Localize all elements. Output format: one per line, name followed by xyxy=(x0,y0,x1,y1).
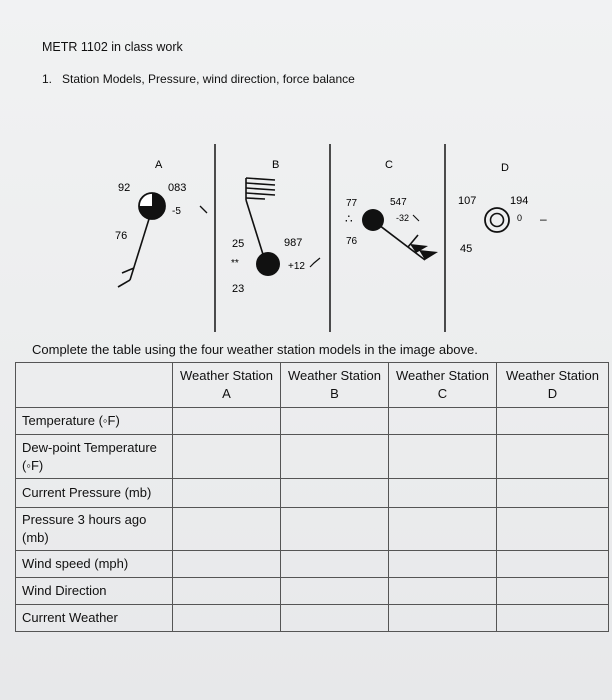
station-b-tendency: +12 xyxy=(288,261,305,272)
station-a-temperature: 92 xyxy=(118,182,131,194)
table-row xyxy=(16,578,609,605)
table-header-row xyxy=(16,363,609,408)
answer-cell[interactable] xyxy=(389,479,497,508)
answer-cell[interactable] xyxy=(173,408,281,435)
station-b-tendency-icon xyxy=(310,258,320,267)
station-b-cloud-cover-icon xyxy=(256,252,280,276)
answer-cell[interactable] xyxy=(173,508,281,551)
answer-cell[interactable] xyxy=(497,435,609,479)
station-d-label: D xyxy=(501,162,509,174)
answer-cell[interactable] xyxy=(173,435,281,479)
answer-cell[interactable] xyxy=(281,435,389,479)
answer-cell[interactable] xyxy=(281,408,389,435)
station-c-label: C xyxy=(385,159,393,171)
answer-cell[interactable] xyxy=(497,578,609,605)
station-d-calm-inner-icon xyxy=(491,214,504,227)
row-label-wind-direction: Wind Direction xyxy=(16,578,173,605)
answer-cell[interactable] xyxy=(497,508,609,551)
station-b-temperature: 25 xyxy=(232,238,245,250)
answer-cell[interactable] xyxy=(173,551,281,578)
answer-cell[interactable] xyxy=(389,435,497,479)
header-station-c: Weather Station C xyxy=(389,363,497,408)
answer-cell[interactable] xyxy=(497,605,609,632)
station-c-tendency: -32 xyxy=(396,213,410,223)
station-c-pressure: 547 xyxy=(390,197,407,208)
question-1 xyxy=(42,72,355,86)
answer-cell[interactable] xyxy=(389,408,497,435)
station-d-tendency-mark: – xyxy=(540,212,547,226)
table-instructions: Complete the table using the four weather station models in the image above. xyxy=(32,342,478,357)
table-row xyxy=(16,479,609,508)
question-number: 1. xyxy=(42,72,53,86)
header-station-b: Weather Station B xyxy=(281,363,389,408)
answer-cell[interactable] xyxy=(497,408,609,435)
station-c-weather: ∴ xyxy=(345,212,353,226)
answer-cell[interactable] xyxy=(497,551,609,578)
station-c-tendency-icon xyxy=(413,215,419,221)
table-row xyxy=(16,408,609,435)
row-label-wind-speed: Wind speed (mph) xyxy=(16,551,173,578)
answer-cell[interactable] xyxy=(281,479,389,508)
station-a-pressure: 083 xyxy=(168,182,187,194)
station-model-c xyxy=(345,159,438,260)
answer-cell[interactable] xyxy=(173,578,281,605)
row-label-temperature: Temperature (◦F) xyxy=(16,408,173,435)
row-label-current-pressure: Current Pressure (mb) xyxy=(16,479,173,508)
answer-cell[interactable] xyxy=(497,479,609,508)
answer-cell[interactable] xyxy=(389,551,497,578)
station-d-calm-outer-icon xyxy=(485,208,509,232)
station-a-dewpoint: 76 xyxy=(115,230,128,242)
row-label-current-weather: Current Weather xyxy=(16,605,173,632)
header-corner xyxy=(16,363,173,408)
station-b-weather: ** xyxy=(231,258,239,269)
station-d-pressure: 194 xyxy=(510,195,529,207)
station-model-a xyxy=(115,159,207,287)
table-row xyxy=(16,551,609,578)
answer-cell[interactable] xyxy=(389,578,497,605)
station-data-table xyxy=(15,362,609,632)
station-a-label: A xyxy=(155,159,163,171)
answer-cell[interactable] xyxy=(281,551,389,578)
row-label-dewpoint: Dew-point Temperature (◦F) xyxy=(16,435,173,479)
station-c-temperature: 77 xyxy=(346,198,358,209)
answer-cell[interactable] xyxy=(389,508,497,551)
station-model-d xyxy=(458,162,547,255)
station-b-wind-barbs xyxy=(246,178,275,264)
station-a-wind-shaft xyxy=(130,219,149,280)
station-c-dewpoint: 76 xyxy=(346,236,358,247)
answer-cell[interactable] xyxy=(389,605,497,632)
station-models-figure xyxy=(0,140,612,340)
answer-cell[interactable] xyxy=(281,508,389,551)
station-c-wind-shaft xyxy=(375,222,425,260)
station-b-dewpoint: 23 xyxy=(232,283,245,295)
station-model-b xyxy=(231,159,320,295)
answer-cell[interactable] xyxy=(281,578,389,605)
station-a-wind-barb xyxy=(118,280,130,287)
question-text: Station Models, Pressure, wind direction, force balance xyxy=(62,72,355,86)
station-b-pressure: 987 xyxy=(284,237,303,249)
header-station-d: Weather Station D xyxy=(497,363,609,408)
row-label-pressure-3h-ago: Pressure 3 hours ago (mb) xyxy=(16,508,173,551)
station-d-temperature: 107 xyxy=(458,195,477,207)
answer-cell[interactable] xyxy=(173,605,281,632)
station-d-tendency: 0 xyxy=(517,213,523,223)
answer-cell[interactable] xyxy=(281,605,389,632)
station-a-tendency: -5 xyxy=(172,206,181,217)
station-c-cloud-cover-icon xyxy=(362,209,384,231)
station-d-dewpoint: 45 xyxy=(460,243,473,255)
course-title: METR 1102 in class work xyxy=(42,40,183,54)
table-row xyxy=(16,605,609,632)
answer-cell[interactable] xyxy=(173,479,281,508)
station-a-tendency-icon xyxy=(200,206,207,213)
header-station-a: Weather Station A xyxy=(173,363,281,408)
table-row xyxy=(16,435,609,479)
table-row xyxy=(16,508,609,551)
station-b-label: B xyxy=(272,159,280,171)
